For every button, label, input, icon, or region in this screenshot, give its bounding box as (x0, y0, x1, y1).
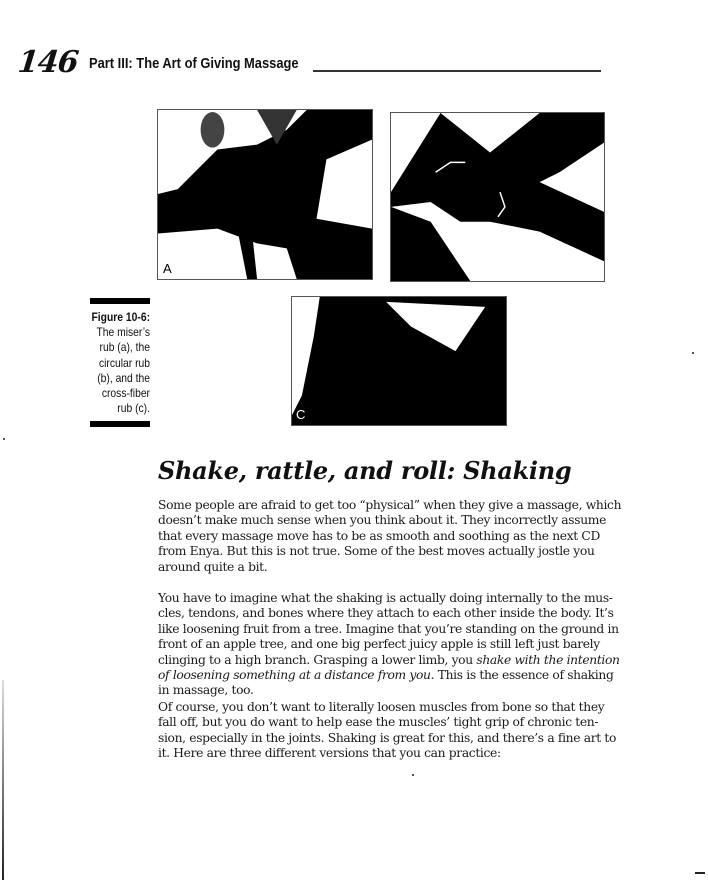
header-rule (313, 70, 601, 72)
section-heading: Shake, rattle, and roll: Shaking (158, 456, 572, 485)
scan-speck (412, 774, 414, 776)
text-line: front of an apple tree, and one big perfect juicy apple is still left just barely (158, 637, 600, 652)
text-line: doesn’t make much sense when you think about it. They incorrectly assume (158, 513, 607, 528)
caption-rule-bottom (90, 421, 150, 427)
scan-corner-mark (695, 872, 705, 874)
page-number: 146 (16, 45, 80, 80)
caption-line: rub (a), the (99, 340, 150, 355)
text-line: like loosening fruit from a tree. Imagine that you’re standing on the ground in (158, 621, 619, 636)
text-line: sion, especially in the joints. Shaking is great for this, and there’s a fine art to (158, 730, 617, 745)
caption-line: The miser’s (96, 325, 150, 340)
text-line: it. Here are three different versions that you can practice: (158, 746, 501, 761)
emphasis-text: of loosening something at a distance from you (158, 668, 431, 683)
caption-line: rub (c). (117, 401, 150, 416)
text-line: fall off, but you do want to help ease the muscles’ tight grip of chronic ten- (158, 715, 599, 730)
paragraph-3 (158, 700, 617, 762)
text-line: cles, tendons, and bones where they attach to each other inside the body. It’s (158, 606, 614, 621)
caption-line: cross-fiber (101, 386, 150, 401)
caption-line: circular rub (98, 355, 150, 370)
figure-photo-c (291, 296, 507, 426)
text-line (158, 668, 614, 683)
text-line (158, 652, 620, 668)
running-head: Part III: The Art of Giving Massage (89, 55, 299, 72)
figure-photo-a (157, 109, 373, 280)
text-line: Of course, you don’t want to literally loosen muscles from bone so that they (158, 700, 605, 714)
photo-label-a: A (163, 261, 172, 276)
text-line: around quite a bit. (158, 559, 268, 574)
text-run: . This is the essence of shaking (430, 668, 614, 683)
text-line: that every massage move has to be as smooth and soothing as the next CD (158, 528, 601, 543)
text-line: in massage, too. (158, 683, 254, 698)
photo-c-image (292, 297, 506, 425)
figure-photo-b (390, 112, 605, 282)
caption-rule-top (90, 298, 150, 304)
scan-margin-line (2, 680, 4, 880)
paragraph-1 (158, 498, 622, 575)
caption-line: (b), and the (97, 370, 150, 385)
text-line: Some people are afraid to get too “physical” when they give a massage, which (158, 498, 622, 512)
emphasis-text: shake with the intention (476, 652, 620, 667)
paragraph-2 (158, 591, 620, 699)
figure-caption (83, 310, 150, 416)
text-line: from Enya. But this is not true. Some of the best moves actually jostle you (158, 544, 595, 559)
scan-speck (3, 438, 5, 440)
photo-a-image (158, 110, 372, 279)
photo-b-image (391, 113, 604, 281)
photo-label-c: C (296, 407, 306, 422)
text-line: You have to imagine what the shaking is actually doing internally to the mus- (158, 591, 613, 605)
text-run: clinging to a high branch. Grasping a lower limb, you (158, 652, 477, 667)
caption-title: Figure 10-6: (91, 310, 150, 324)
scan-speck (692, 352, 694, 354)
